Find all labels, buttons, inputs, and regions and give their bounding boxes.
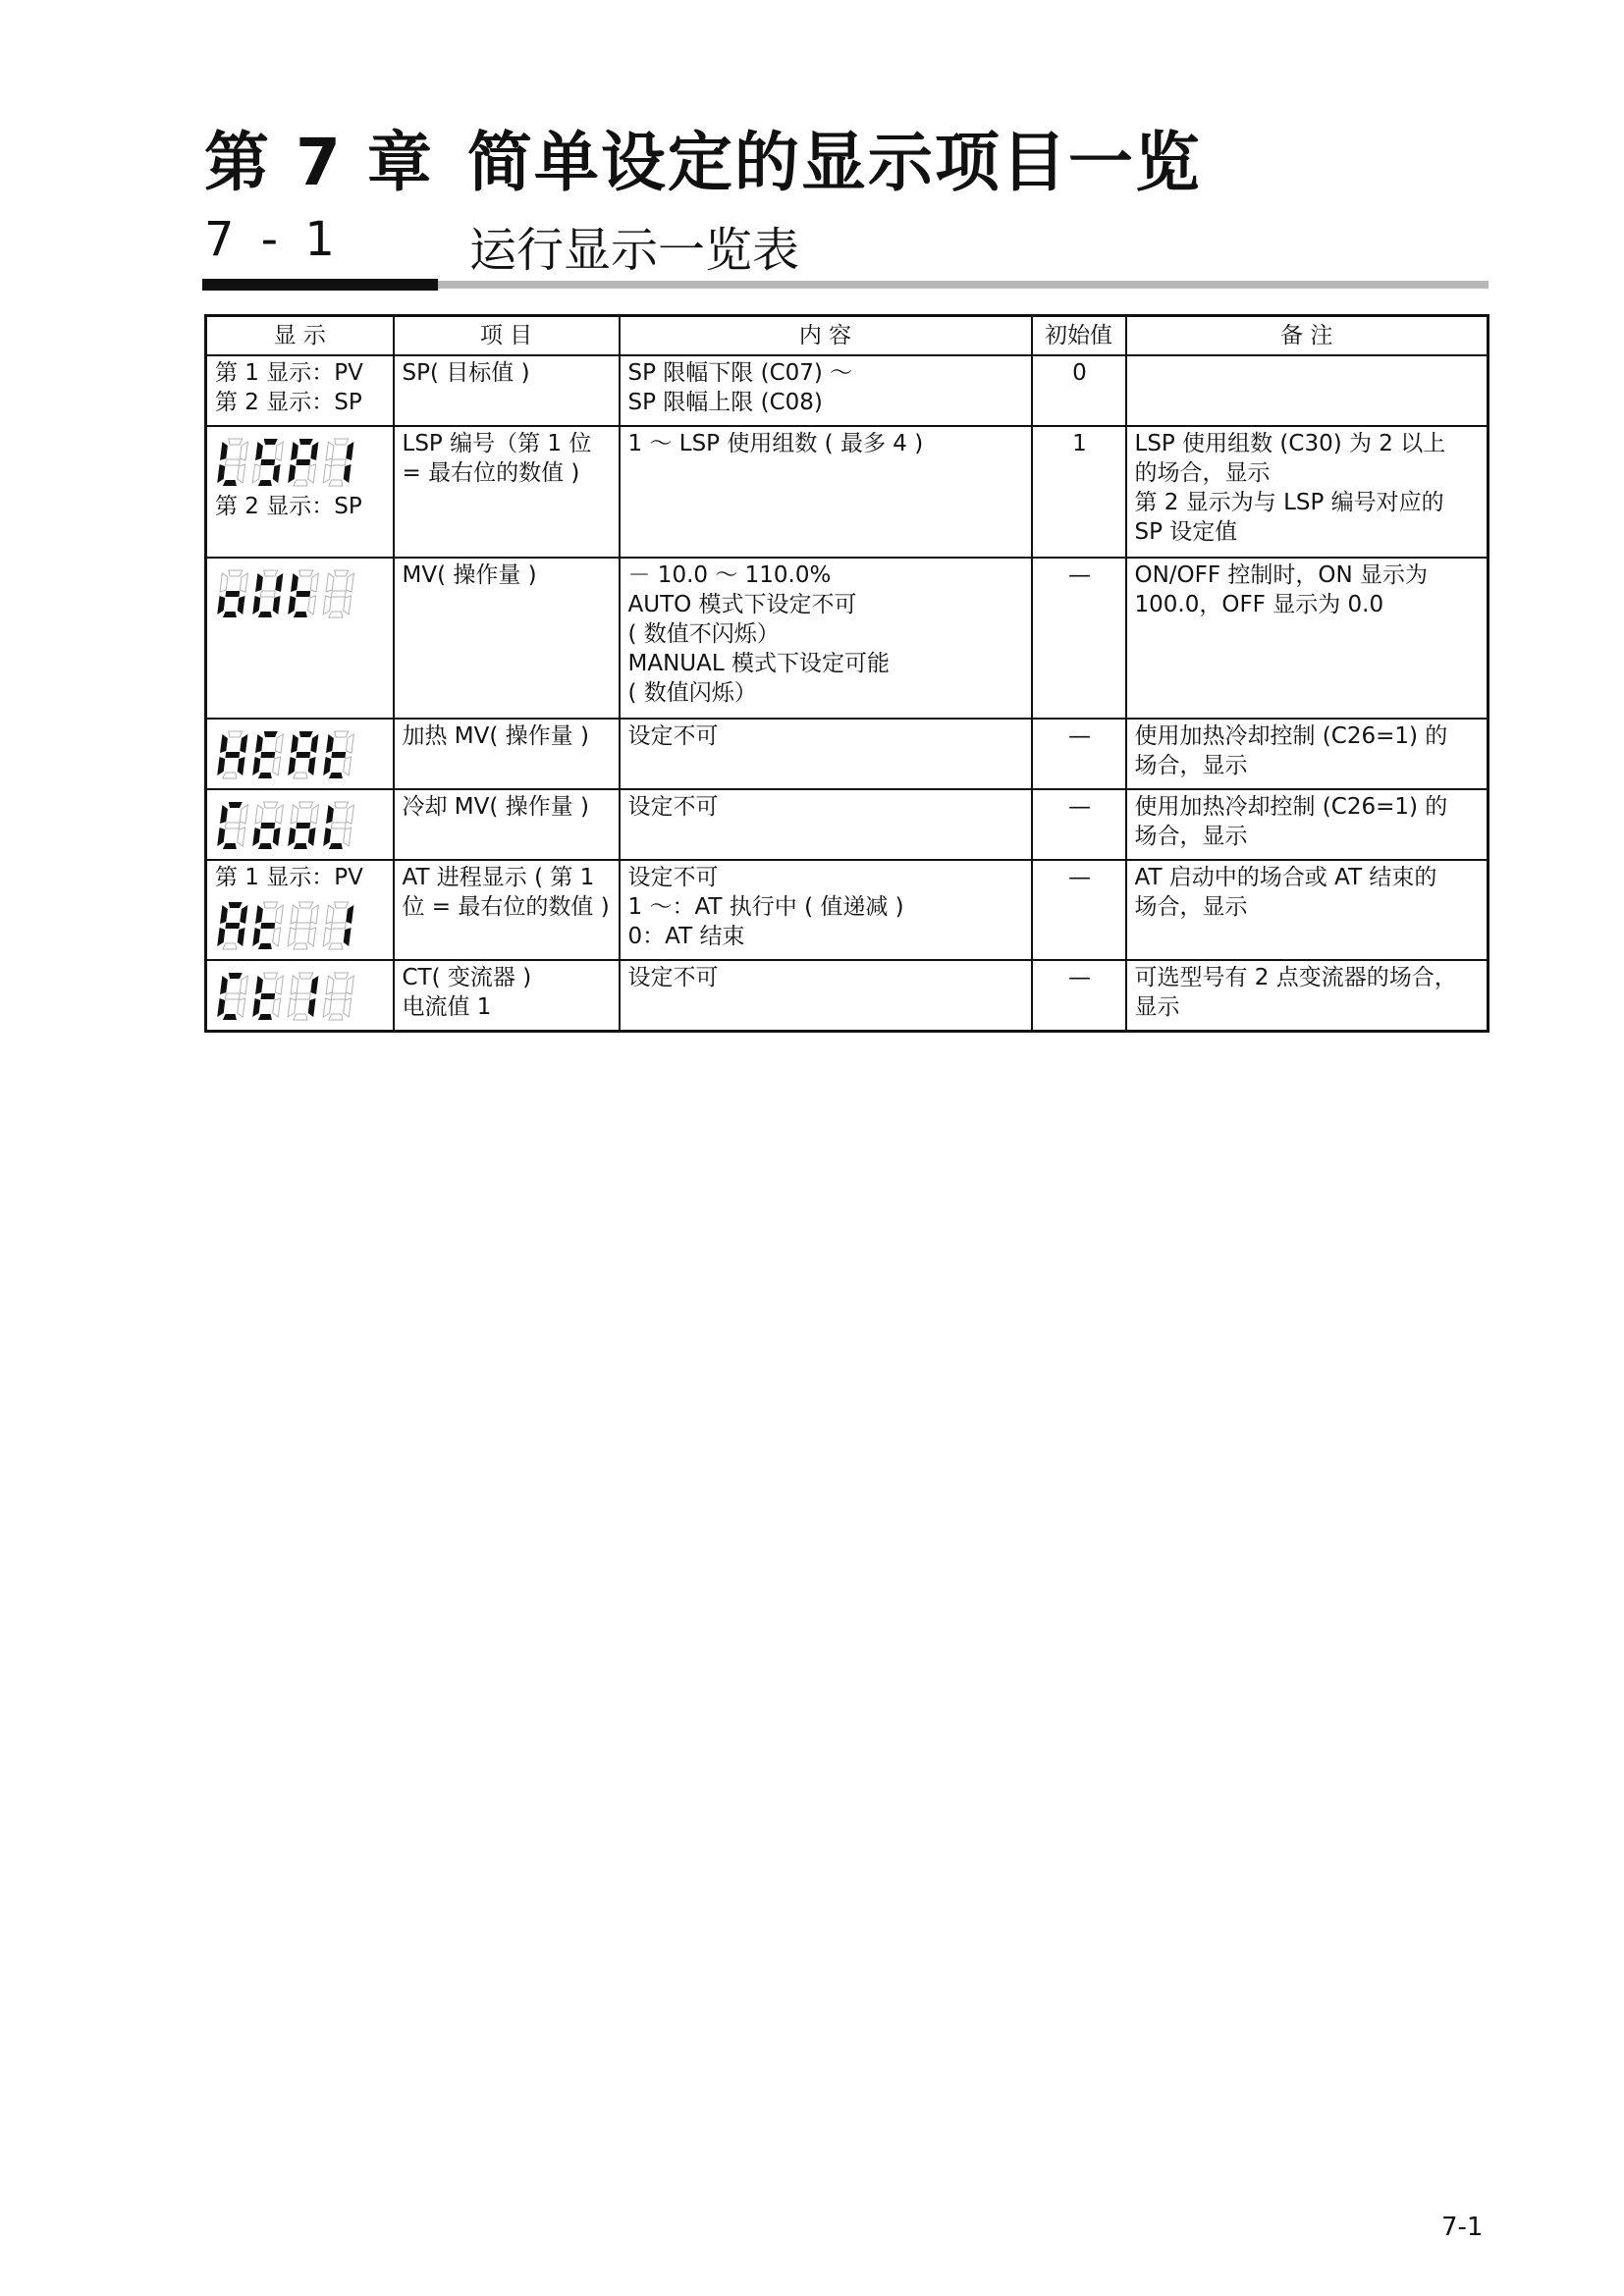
table-row xyxy=(206,960,1489,1032)
remarks-line: SP 设定值 xyxy=(1134,519,1238,545)
content-cell xyxy=(620,960,1032,1032)
segment-display-icon xyxy=(215,435,387,490)
item-line: 冷却 MV( 操作量 ) xyxy=(402,794,589,820)
section-rule-light xyxy=(438,281,1489,289)
remarks-line: 的场合，显示 xyxy=(1134,460,1271,486)
header-remarks: 备 注 xyxy=(1126,316,1489,356)
segment-display-icon xyxy=(215,798,387,853)
segment-display-icon xyxy=(215,898,387,953)
remarks-line: 第 2 显示为与 LSP 编号对应的 xyxy=(1134,490,1444,515)
display-cell xyxy=(206,860,394,960)
content-cell xyxy=(620,426,1032,558)
initial-value-cell: — xyxy=(1032,960,1126,1032)
item-line: 位 = 最右位的数值 ) xyxy=(402,894,610,920)
item-line: 电流值 1 xyxy=(402,994,492,1020)
header-initial: 初始值 xyxy=(1032,316,1126,356)
remarks-line: AT 启动中的场合或 AT 结束的 xyxy=(1134,865,1437,890)
item-cell xyxy=(394,426,620,558)
content-line: MANUAL 模式下设定可能 xyxy=(627,651,890,676)
remarks-cell xyxy=(1126,789,1489,860)
segment-display-icon xyxy=(215,566,387,621)
content-line: AUTO 模式下设定不可 xyxy=(627,592,857,617)
section-title: 运行显示一览表 xyxy=(469,223,800,278)
remarks-cell xyxy=(1126,960,1489,1032)
remarks-line: 场合，显示 xyxy=(1134,824,1248,849)
item-line: MV( 操作量 ) xyxy=(402,562,537,588)
content-cell xyxy=(620,719,1032,789)
operation-display-table xyxy=(204,314,1489,1033)
item-line: SP( 目标值 ) xyxy=(402,360,530,386)
remarks-line: 使用加热冷却控制 (C26=1) 的 xyxy=(1134,723,1448,749)
remarks-cell xyxy=(1126,355,1489,426)
remarks-line: ON/OFF 控制时，ON 显示为 xyxy=(1134,562,1429,588)
remarks-line: LSP 使用组数 (C30) 为 2 以上 xyxy=(1134,431,1446,456)
table-row xyxy=(206,789,1489,860)
content-line: SP 限幅下限 (C07) ～ xyxy=(627,360,853,386)
item-cell xyxy=(394,960,620,1032)
remarks-cell xyxy=(1126,860,1489,960)
section-rule-dark xyxy=(202,279,438,291)
remarks-line: 场合，显示 xyxy=(1134,753,1248,778)
content-line: SP 限幅上限 (C08) xyxy=(627,390,823,415)
header-display: 显 示 xyxy=(206,316,394,356)
table-row xyxy=(206,558,1489,719)
table-row xyxy=(206,426,1489,558)
chapter-number: 第 7 章 xyxy=(204,125,434,200)
display-cell xyxy=(206,789,394,860)
table-row xyxy=(206,860,1489,960)
item-line: AT 进程显示 ( 第 1 xyxy=(402,865,595,890)
table-header-row xyxy=(206,316,1489,356)
item-cell xyxy=(394,355,620,426)
remarks-line: 100.0，OFF 显示为 0.0 xyxy=(1134,592,1384,617)
remarks-line: 使用加热冷却控制 (C26=1) 的 xyxy=(1134,794,1448,820)
content-line: ( 数值不闪烁） xyxy=(627,621,780,647)
remarks-cell xyxy=(1126,719,1489,789)
initial-value-cell: 1 xyxy=(1032,426,1126,558)
content-line: 设定不可 xyxy=(627,965,719,990)
content-cell xyxy=(620,558,1032,719)
initial-value-cell: — xyxy=(1032,860,1126,960)
content-line: 0：AT 结束 xyxy=(627,924,745,949)
content-line: 设定不可 xyxy=(627,723,719,749)
content-line: 1 ～ LSP 使用组数 ( 最多 4 ) xyxy=(627,431,924,456)
content-line: 设定不可 xyxy=(627,794,719,820)
display-cell xyxy=(206,719,394,789)
content-line: ( 数值闪烁） xyxy=(627,680,757,706)
content-cell xyxy=(620,355,1032,426)
initial-value-cell: 0 xyxy=(1032,355,1126,426)
display-line: 第 1 显示：PV xyxy=(215,360,363,386)
content-line: 1 ～：AT 执行中 ( 值递减 ) xyxy=(627,894,904,920)
initial-value-cell: — xyxy=(1032,789,1126,860)
item-cell xyxy=(394,860,620,960)
remarks-cell xyxy=(1126,558,1489,719)
page-number: 7-1 xyxy=(1441,2213,1484,2242)
header-content: 内 容 xyxy=(620,316,1032,356)
content-cell xyxy=(620,789,1032,860)
remarks-cell xyxy=(1126,426,1489,558)
remarks-line: 可选型号有 2 点变流器的场合， xyxy=(1134,965,1457,990)
display-cell xyxy=(206,426,394,558)
item-line: = 最右位的数值 ) xyxy=(402,460,580,486)
display-cell xyxy=(206,960,394,1032)
chapter-heading: 简单设定的显示项目一览 xyxy=(466,125,1202,200)
item-line: CT( 变流器 ) xyxy=(402,965,532,990)
display-line: 第 2 显示：SP xyxy=(215,390,362,415)
table-row xyxy=(206,719,1489,789)
remarks-line: 场合，显示 xyxy=(1134,894,1248,920)
header-item: 项 目 xyxy=(394,316,620,356)
chapter-title xyxy=(204,110,1202,203)
display-line: 第 2 显示：SP xyxy=(215,494,362,519)
display-cell xyxy=(206,558,394,719)
item-line: 加热 MV( 操作量 ) xyxy=(402,723,589,749)
item-cell xyxy=(394,558,620,719)
remarks-line: 显示 xyxy=(1134,994,1180,1020)
initial-value-cell: — xyxy=(1032,719,1126,789)
content-line: － 10.0 ～ 110.0% xyxy=(627,562,832,588)
section-number: 7 - 1 xyxy=(204,212,341,267)
item-cell xyxy=(394,719,620,789)
content-cell xyxy=(620,860,1032,960)
segment-display-icon xyxy=(215,969,387,1024)
initial-value-cell: — xyxy=(1032,558,1126,719)
item-line: LSP 编号（第 1 位 xyxy=(402,431,592,456)
item-cell xyxy=(394,789,620,860)
display-cell xyxy=(206,355,394,426)
display-line: 第 1 显示：PV xyxy=(215,865,363,890)
table-row xyxy=(206,355,1489,426)
content-line: 设定不可 xyxy=(627,865,719,890)
segment-display-icon xyxy=(215,727,387,782)
